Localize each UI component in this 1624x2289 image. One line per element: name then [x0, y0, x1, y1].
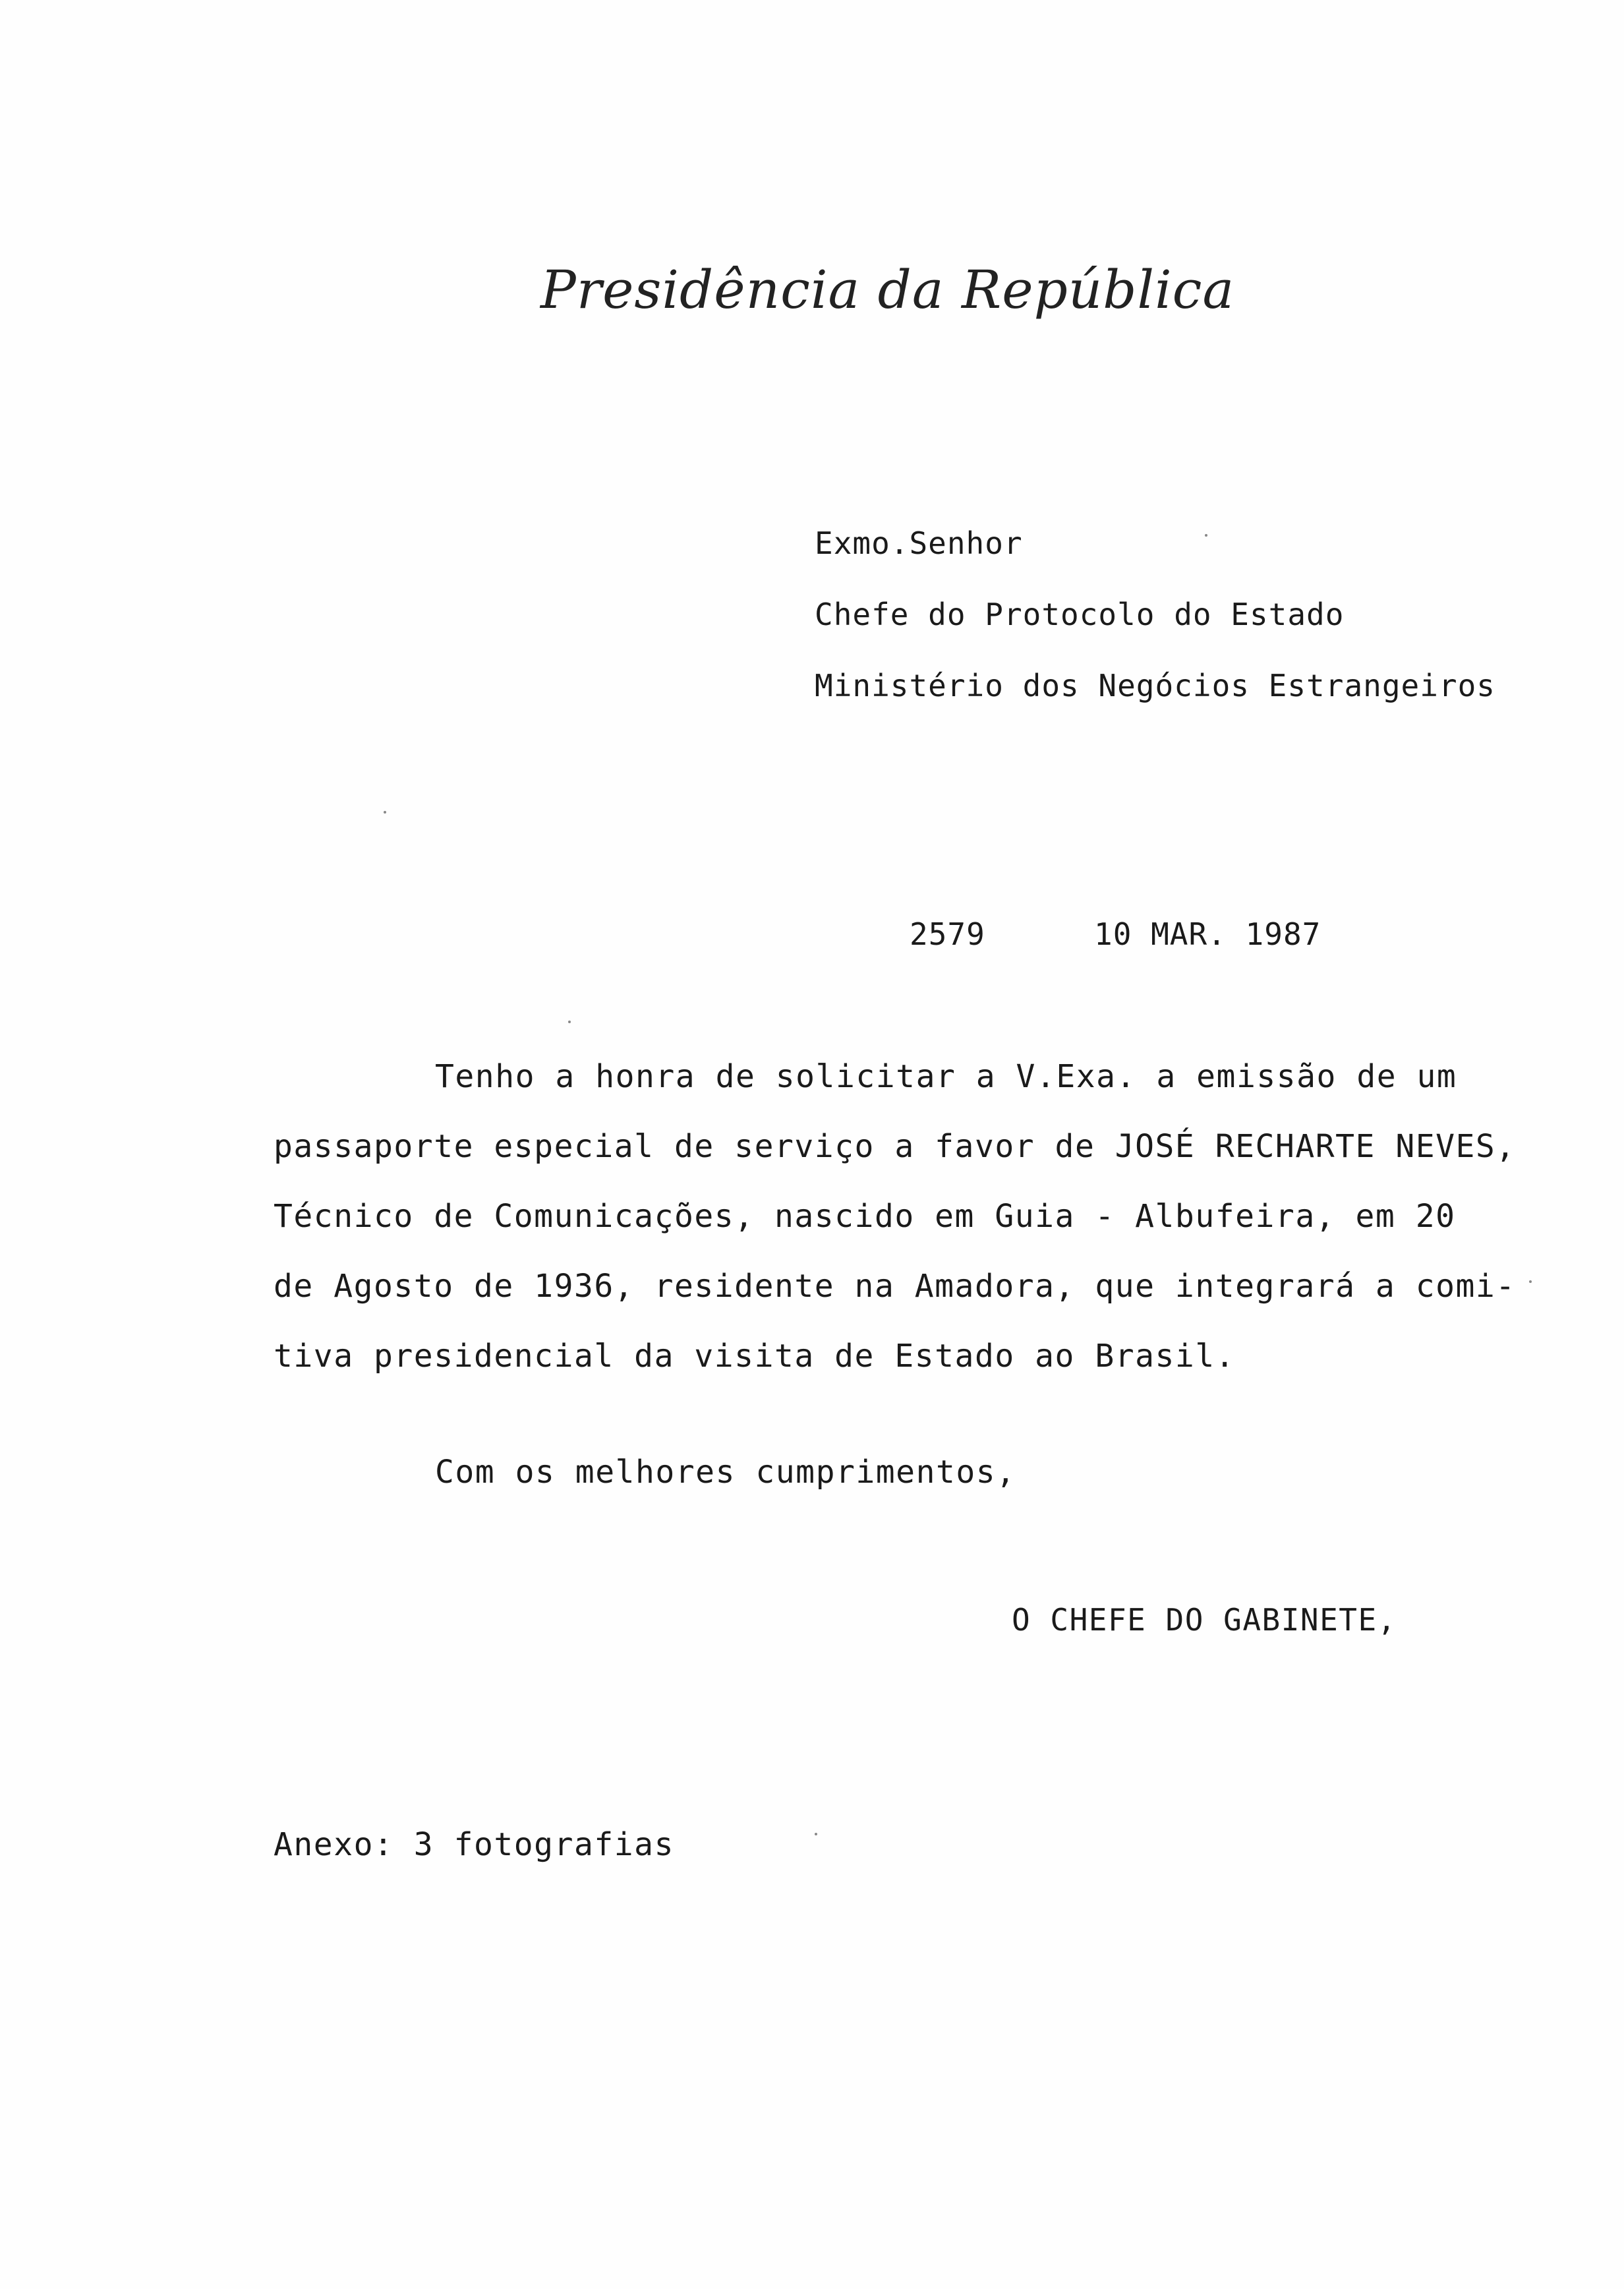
closing-salutation: Com os melhores cumprimentos, [435, 1454, 1016, 1491]
reference-number: 2579 [910, 916, 985, 952]
scan-speck [1529, 1280, 1532, 1283]
signature-title: O CHEFE DO GABINETE, [1012, 1602, 1397, 1638]
addressee-ministry: Ministério dos Negócios Estrangeiros [815, 668, 1495, 703]
body-line-4: de Agosto de 1936, residente na Amadora, que integrará a comi- [274, 1268, 1516, 1305]
letter-date: 10 MAR. 1987 [1094, 916, 1321, 952]
letterhead: Presidência da República [540, 259, 1235, 320]
addressee-block [815, 508, 1495, 721]
scan-speck [815, 1833, 817, 1835]
reference-line [910, 916, 1321, 952]
scan-speck [568, 1021, 571, 1023]
body-line-3: Técnico de Comunicações, nascido em Guia - Albufeira, em 20 [274, 1198, 1456, 1235]
body-line-2: passaporte especial de serviço a favor de JOSÉ RECHARTE NEVES, [274, 1128, 1516, 1165]
scan-speck [384, 811, 386, 814]
annex-note: Anexo: 3 fotografias [274, 1826, 674, 1863]
scan-speck [1205, 534, 1207, 537]
body-line-5: tiva presidencial da visita de Estado ao Brasil. [274, 1338, 1236, 1375]
addressee-title: Chefe do Protocolo do Estado [815, 597, 1345, 632]
addressee-salutation: Exmo.Senhor [815, 525, 1023, 561]
letter-body [274, 1042, 1516, 1391]
body-line-1: Tenho a honra de solicitar a V.Exa. a emissão de um [435, 1058, 1457, 1095]
